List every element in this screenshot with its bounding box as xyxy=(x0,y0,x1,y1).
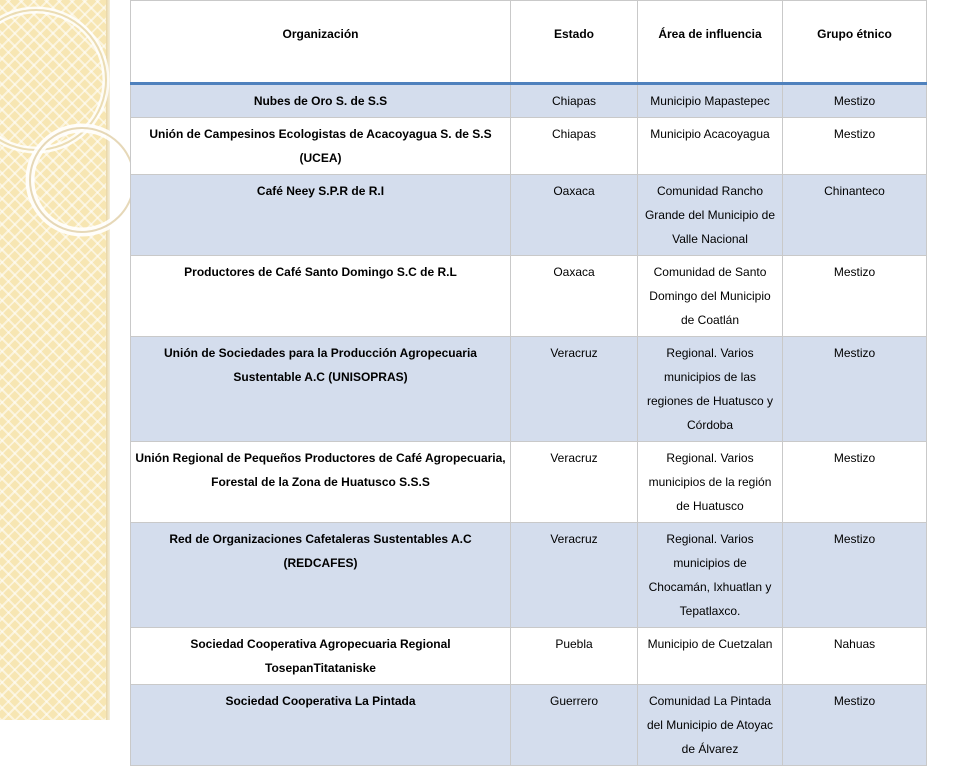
table-row xyxy=(131,118,927,175)
cell-area: Municipio de Cuetzalan xyxy=(638,628,783,685)
organizations-table xyxy=(130,0,927,766)
header-grupo: Grupo étnico xyxy=(783,1,927,84)
cell-area: Municipio Acacoyagua xyxy=(638,118,783,175)
cell-estado: Chiapas xyxy=(511,118,638,175)
cell-area: Comunidad Rancho Grande del Municipio de Valle Nacional xyxy=(638,175,783,256)
cell-grupo: Mestizo xyxy=(783,523,927,628)
cell-area: Comunidad de Santo Domingo del Municipio de Coatlán xyxy=(638,256,783,337)
organizations-table-container xyxy=(130,0,926,766)
cell-area: Comunidad La Pintada del Municipio de Atoyac de Álvarez xyxy=(638,685,783,766)
cell-organizacion: Sociedad Cooperativa Agropecuaria Regional TosepanTitataniske xyxy=(131,628,511,685)
cell-organizacion: Café Neey S.P.R de R.I xyxy=(131,175,511,256)
cell-estado: Oaxaca xyxy=(511,175,638,256)
cell-organizacion: Nubes de Oro S. de S.S xyxy=(131,84,511,118)
cell-area: Regional. Varios municipios de la región de Huatusco xyxy=(638,442,783,523)
table-row xyxy=(131,256,927,337)
table-row xyxy=(131,337,927,442)
cell-estado: Veracruz xyxy=(511,337,638,442)
decorative-rings xyxy=(0,0,140,300)
table-row xyxy=(131,685,927,766)
cell-estado: Veracruz xyxy=(511,523,638,628)
cell-estado: Guerrero xyxy=(511,685,638,766)
cell-estado: Veracruz xyxy=(511,442,638,523)
table-row xyxy=(131,523,927,628)
cell-organizacion: Unión de Sociedades para la Producción Agropecuaria Sustentable A.C (UNISOPRAS) xyxy=(131,337,511,442)
cell-area: Municipio Mapastepec xyxy=(638,84,783,118)
cell-area: Regional. Varios municipios de Chocamán, Ixhuatlan y Tepatlaxco. xyxy=(638,523,783,628)
cell-grupo: Mestizo xyxy=(783,685,927,766)
cell-organizacion: Unión de Campesinos Ecologistas de Acacoyagua S. de S.S (UCEA) xyxy=(131,118,511,175)
header-area: Área de influencia xyxy=(638,1,783,84)
cell-estado: Chiapas xyxy=(511,84,638,118)
cell-grupo: Mestizo xyxy=(783,84,927,118)
cell-grupo: Mestizo xyxy=(783,337,927,442)
ring-small-shadow xyxy=(30,128,134,232)
cell-grupo: Mestizo xyxy=(783,256,927,337)
cell-grupo: Chinanteco xyxy=(783,175,927,256)
cell-grupo: Mestizo xyxy=(783,442,927,523)
table-row xyxy=(131,84,927,118)
header-estado: Estado xyxy=(511,1,638,84)
cell-estado: Puebla xyxy=(511,628,638,685)
cell-organizacion: Productores de Café Santo Domingo S.C de R.L xyxy=(131,256,511,337)
table-row xyxy=(131,175,927,256)
cell-organizacion: Unión Regional de Pequeños Productores de Café Agropecuaria, Forestal de la Zona de Huatusco S.S.S xyxy=(131,442,511,523)
cell-estado: Oaxaca xyxy=(511,256,638,337)
cell-organizacion: Red de Organizaciones Cafetaleras Sustentables A.C (REDCAFES) xyxy=(131,523,511,628)
table-header-row xyxy=(131,1,927,84)
header-organizacion: Organización xyxy=(131,1,511,84)
cell-grupo: Nahuas xyxy=(783,628,927,685)
table-row xyxy=(131,628,927,685)
cell-organizacion: Sociedad Cooperativa La Pintada xyxy=(131,685,511,766)
cell-area: Regional. Varios municipios de las regiones de Huatusco y Córdoba xyxy=(638,337,783,442)
cell-grupo: Mestizo xyxy=(783,118,927,175)
table-row xyxy=(131,442,927,523)
